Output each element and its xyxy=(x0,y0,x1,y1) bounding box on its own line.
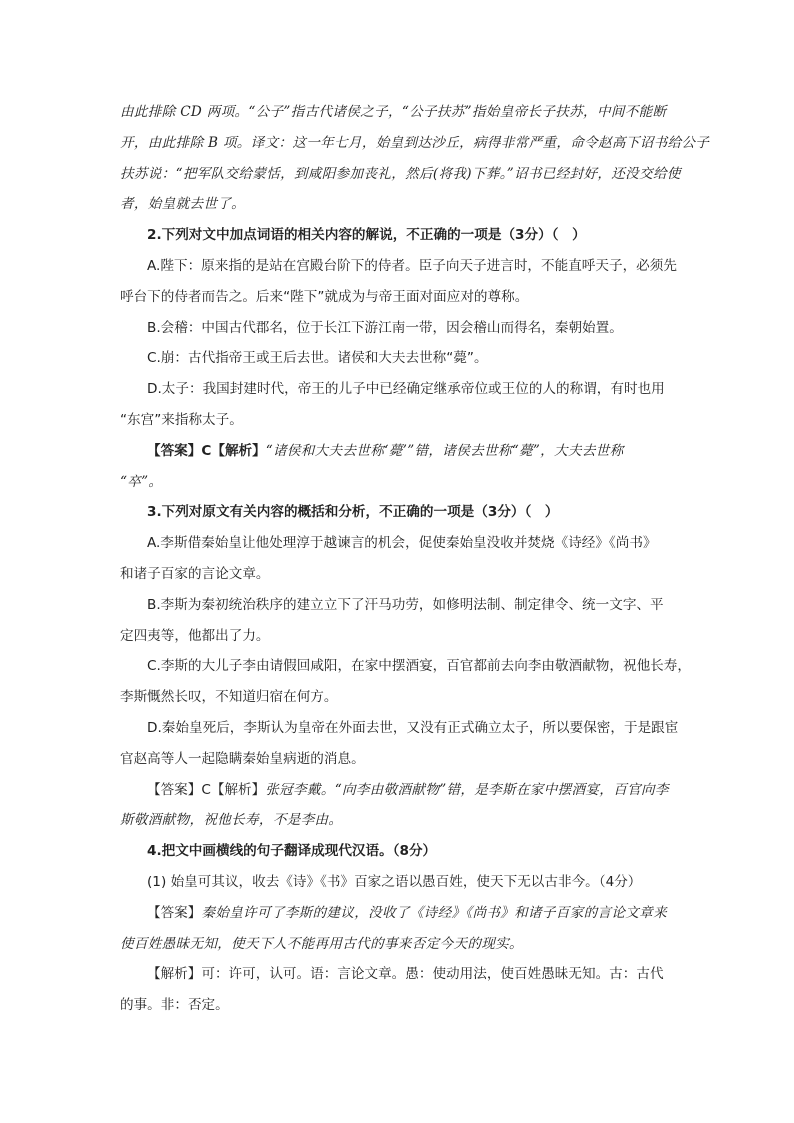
text-line xyxy=(120,682,676,713)
text-line xyxy=(120,867,676,898)
explanation-text: 扶苏说：“把军队交给蒙恬，到咸阳参加丧礼，然后(将我)下葬。”诏书已经封好，还没交给使 xyxy=(120,165,681,182)
body-text: B.会稽：中国古代郡名，位于长江下游江南一带，因会稽山而得名，秦朝始置。 xyxy=(147,319,623,336)
text-line xyxy=(120,436,676,467)
text-line xyxy=(120,251,676,282)
explanation-text: 秦始皇许可了李斯的建议，没收了《诗经》《尚书》和诸子百家的言论文章来 xyxy=(201,904,667,921)
text-line xyxy=(120,836,676,867)
text-line xyxy=(120,590,676,621)
body-text: 【答案】 xyxy=(147,904,202,921)
text-line xyxy=(120,990,676,1021)
body-text: A.陛下：原来指的是站在宫殿台阶下的侍者。臣子向天子进言时，不能直呼天子，必须先 xyxy=(147,257,677,274)
text-line xyxy=(120,159,681,190)
heading-text: 4.把文中画横线的句子翻译成现代汉语。（8分） xyxy=(147,843,437,860)
text-line xyxy=(120,282,676,313)
body-text: D.太子：我国封建时代，帝王的儿子中已经确定继承帝位或王位的人的称谓，有时也用 xyxy=(147,381,665,398)
text-line xyxy=(120,775,676,806)
body-text: C.李斯的大儿子李由请假回咸阳，在家中摆酒宴，百官都前去向李由敬酒献物，祝他长寿， xyxy=(147,658,691,675)
text-line xyxy=(120,744,676,775)
body-text: 【答案】C【解析】 xyxy=(147,781,266,798)
body-text: 和诸子百家的言论文章。 xyxy=(120,565,270,582)
body-text: 的事。非：否定。 xyxy=(120,997,229,1014)
text-line xyxy=(120,651,691,682)
body-text: C.崩：古代指帝王或王后去世。诸侯和大夫去世称“薨”。 xyxy=(147,350,488,367)
explanation-text: “卒”。 xyxy=(120,473,163,490)
text-line xyxy=(120,497,676,528)
body-text: A.李斯借秦始皇让他处理淳于越谏言的机会，促使秦始皇没收并焚烧《诗经》《尚书》 xyxy=(147,535,657,552)
body-text: (1) 始皇可其议，收去《诗》《书》百家之语以愚百姓，使天下无以古非今。（4分） xyxy=(147,873,642,890)
text-line xyxy=(120,405,676,436)
heading-text: 【答案】C【解析】 xyxy=(147,442,266,459)
text-line xyxy=(120,959,676,990)
explanation-text: 使百姓愚昧无知，使天下人不能再用古代的事来否定今天的现实。 xyxy=(120,935,523,952)
body-text: 呼台下的侍者而告之。后来“陛下”就成为与帝王面对面应对的尊称。 xyxy=(120,288,529,305)
text-line xyxy=(120,343,676,374)
text-line xyxy=(120,97,676,128)
text-line xyxy=(120,929,676,960)
body-text: B.李斯为秦初统治秩序的建立立下了汗马功劳，如修明法制、制定律令、统一文字、平 xyxy=(147,596,664,613)
body-text: “东宫”来指称太子。 xyxy=(120,411,243,428)
explanation-text: “诸侯和大夫去世称‘薨’”错，诸侯去世称“薨”，大夫去世称 xyxy=(265,442,624,459)
text-line xyxy=(120,220,676,251)
body-text: 官赵高等人一起隐瞒秦始皇病逝的消息。 xyxy=(120,750,365,767)
explanation-text: 开，由此排除 B 项。译文：这一年七月，始皇到达沙丘，病得非常严重，命令赵高下诏书给公子 xyxy=(120,134,710,151)
text-line xyxy=(120,528,676,559)
explanation-text: 由此排除 CD 两项。“公子”指古代诸侯之子，“公子扶苏”指始皇帝长子扶苏，中间不能断 xyxy=(120,104,667,120)
text-line xyxy=(120,374,676,405)
body-text: 【解析】可：许可，认可。语：言论文章。愚：使动用法，使百姓愚昧无知。古：古代 xyxy=(147,966,664,983)
body-text: 李斯慨然长叹，不知道归宿在何方。 xyxy=(120,689,338,706)
explanation-text: 张冠李戴。“向李由敬酒献物”错，是李斯在家中摆酒宴，百官向李 xyxy=(265,781,669,798)
document-body xyxy=(120,97,710,1021)
explanation-text: 者，始皇就去世了。 xyxy=(120,196,246,213)
text-line xyxy=(120,805,676,836)
text-line xyxy=(120,313,676,344)
text-line xyxy=(120,559,676,590)
text-line xyxy=(120,713,679,744)
body-text: 定四夷等，他都出了力。 xyxy=(120,627,270,644)
heading-text: 3.下列对原文有关内容的概括和分析，不正确的一项是（3分）（ ） xyxy=(147,504,559,521)
body-text: D.秦始皇死后，李斯认为皇帝在外面去世，又没有正式确立太子，所以要保密，于是跟宦 xyxy=(147,719,679,736)
text-line xyxy=(120,467,676,498)
text-line xyxy=(120,898,676,929)
text-line xyxy=(120,621,676,652)
text-line xyxy=(120,128,710,159)
heading-text: 2.下列对文中加点词语的相关内容的解说，不正确的一项是（3分）（ ） xyxy=(147,227,586,244)
explanation-text: 斯敬酒献物，祝他长寿，不是李由。 xyxy=(120,812,343,829)
text-line xyxy=(120,189,676,220)
